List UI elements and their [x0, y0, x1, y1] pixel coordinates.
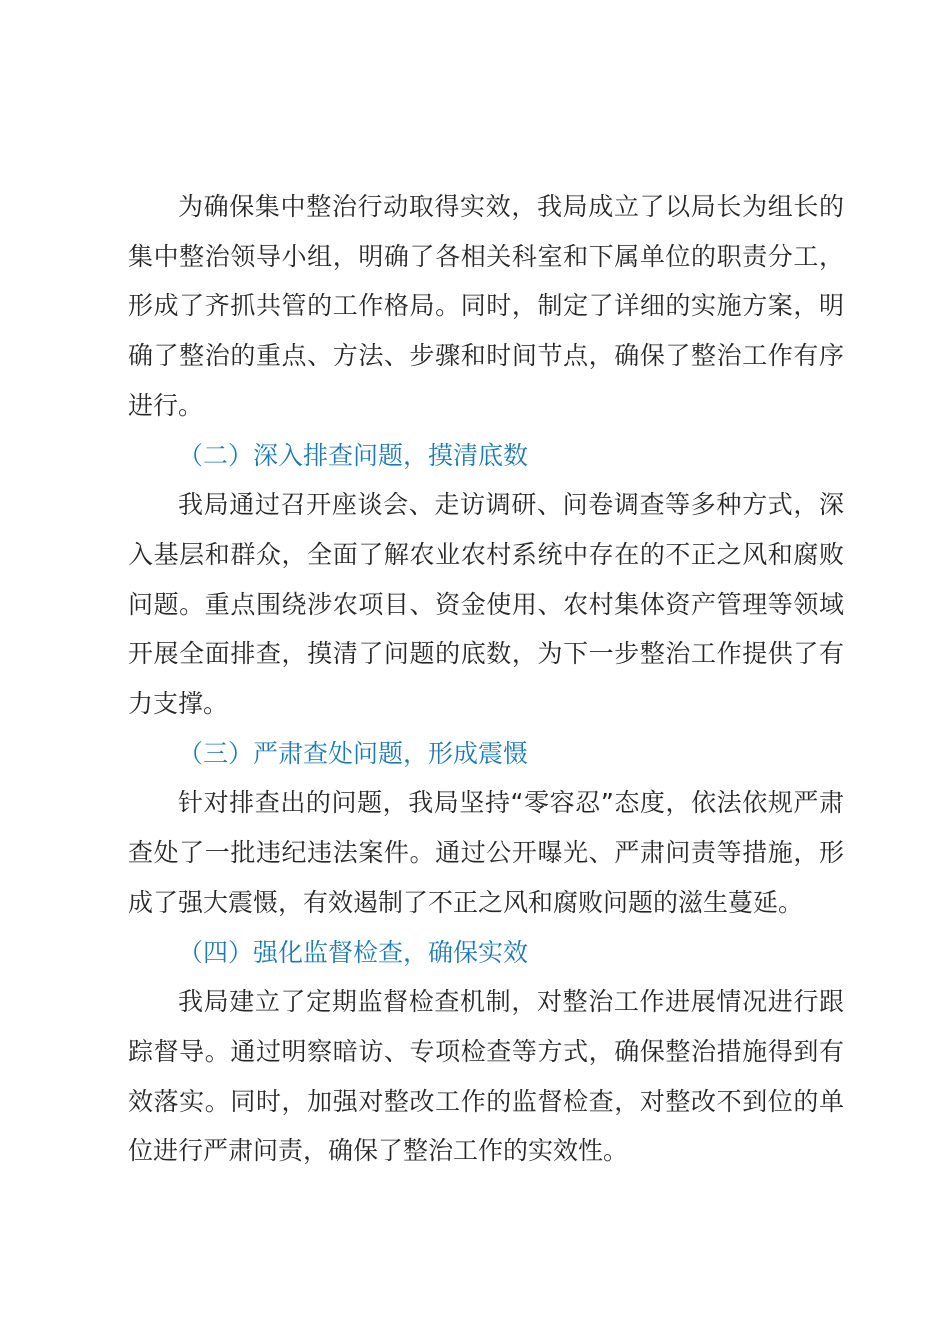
paragraph-investigate-issues: 我局通过召开座谈会、走访调研、问卷调查等多种方式，深入基层和群众，全面了解农业农村系统中存在的不正之风和腐败问题。重点围绕涉农项目、资金使用、农村集体资产管理等领域开展全面排查，摸清了问题的底数，为下一步整治工作提供了有力支撑。	[128, 490, 844, 719]
section-heading-3: （三）严肃查处问题，形成震慑	[178, 738, 529, 768]
paragraph-punish-violations: 针对排查出的问题，我局坚持“零容忍”态度，依法依规严肃查处了一批违纪违法案件。通过公开曝光、严肃问责等措施，形成了强大震慑，有效遏制了不正之风和腐败问题的滋生蔓延。	[128, 788, 844, 917]
document-body	[128, 182, 844, 1176]
paragraph-establish-leadership: 为确保集中整治行动取得实效，我局成立了以局长为组长的集中整治领导小组，明确了各相关科室和下属单位的职责分工，形成了齐抓共管的工作格局。同时，制定了详细的实施方案，明确了整治的重点、方法、步骤和时间节点，确保了整治工作有序进行。	[128, 192, 844, 420]
paragraph-strengthen-supervision: 我局建立了定期监督检查机制，对整治工作进展情况进行跟踪督导。通过明察暗访、专项检查等方式，确保整治措施得到有效落实。同时，加强对整改工作的监督检查，对整改不到位的单位进行严肃问责，确保了整治工作的实效性。	[128, 987, 844, 1166]
section-heading-4: （四）强化监督检查，确保实效	[178, 937, 529, 967]
section-heading-2: （二）深入排查问题，摸清底数	[178, 440, 529, 470]
